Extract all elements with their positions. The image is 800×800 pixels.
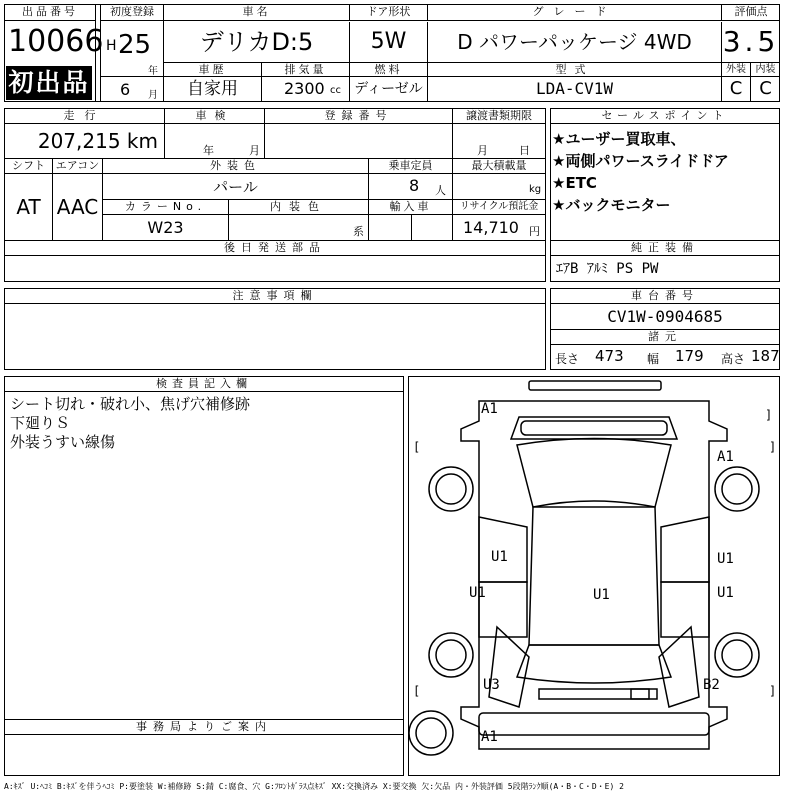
max-load-cell bbox=[453, 174, 545, 200]
ac-label: エアコン bbox=[53, 159, 103, 174]
length-value: 473 bbox=[595, 347, 624, 365]
height-value: 187 bbox=[751, 347, 780, 365]
capacity-value: 8 bbox=[409, 176, 420, 195]
later-parts-label: 後日発送部品 bbox=[5, 241, 545, 256]
transfer-cell bbox=[453, 124, 545, 158]
right-rear-fender-shape bbox=[659, 627, 699, 707]
recycle-unit: 円 bbox=[529, 225, 540, 238]
lot-label: 出品番号 bbox=[4, 5, 96, 21]
svg-text:[: [ bbox=[413, 684, 421, 698]
damage-mark-right-rear: B2 bbox=[703, 677, 720, 693]
transfer-day-unit: 日 bbox=[519, 144, 530, 157]
office-label: 事務局よりご案内 bbox=[5, 719, 403, 735]
era: H bbox=[106, 38, 117, 54]
model-label: 型式 bbox=[428, 63, 722, 77]
notes-label: 注意事項欄 bbox=[5, 289, 545, 304]
right-rear-door-shape bbox=[661, 582, 709, 637]
door-label: ドア形状 bbox=[350, 5, 428, 21]
damage-mark-left-front-door: U1 bbox=[491, 549, 508, 565]
reg-month: 6 bbox=[120, 80, 131, 99]
history-value: 自家用 bbox=[164, 77, 262, 102]
rear-gate-shape bbox=[539, 689, 649, 699]
dims-row bbox=[551, 345, 779, 369]
reg-year: 25 bbox=[118, 30, 152, 60]
right-front-door-shape bbox=[661, 517, 709, 582]
model-value: LDA-CV1W bbox=[428, 77, 722, 102]
transfer-month-unit: 月 bbox=[477, 144, 488, 157]
first-reg-label: 初度登録 bbox=[100, 5, 164, 21]
sales-points-label: セールスポイント bbox=[551, 109, 779, 124]
max-load-unit: kg bbox=[529, 184, 542, 195]
interior-grade: C bbox=[759, 78, 772, 99]
capacity-unit: 人 bbox=[435, 184, 446, 197]
recycle-cell bbox=[453, 215, 545, 240]
damage-mark-front-bumper: A1 bbox=[481, 401, 498, 417]
reg-divider bbox=[100, 76, 164, 77]
width-label: 幅 bbox=[647, 352, 660, 366]
damage-mark-right-front-door: U1 bbox=[717, 551, 734, 567]
inspector-label: 検査員記入欄 bbox=[5, 377, 403, 392]
rear-bumper-shape bbox=[479, 713, 709, 735]
damage-mark-right-rear-door: U1 bbox=[717, 585, 734, 601]
import-cell bbox=[369, 215, 453, 240]
displacement-label: 排気量 bbox=[262, 63, 350, 77]
svg-text:[: [ bbox=[413, 440, 421, 454]
svg-text:]: ] bbox=[765, 408, 773, 422]
interior-color-cell bbox=[229, 215, 369, 240]
body-outline bbox=[461, 401, 727, 749]
car-diagram-box bbox=[408, 376, 780, 776]
month-unit: 月 bbox=[148, 90, 158, 101]
equipment-value: ｴｱB ｱﾙﾐ PS PW bbox=[556, 261, 659, 277]
interior-color-unit: 系 bbox=[353, 225, 364, 238]
displacement-unit: cc bbox=[330, 85, 341, 96]
shift-label: シフト bbox=[5, 159, 53, 174]
damage-mark-left-rear: U3 bbox=[483, 677, 500, 693]
inspector-line: 下廻りＳ bbox=[10, 414, 71, 432]
chassis-number: CV1W-0904685 bbox=[607, 307, 723, 326]
exterior-color-label: 外装色 bbox=[103, 159, 369, 174]
plate-cell bbox=[265, 124, 453, 158]
damage-mark-right-front: A1 bbox=[717, 449, 734, 465]
grade-value: D パワーパッケージ 4WD bbox=[428, 22, 722, 62]
fuel-label: 燃料 bbox=[350, 63, 428, 77]
color-no-label: カラーNo. bbox=[103, 200, 229, 215]
left-rear-fender-shape bbox=[489, 627, 529, 707]
svg-text:]: ] bbox=[769, 440, 777, 454]
inspector-line: シート切れ・破れ小、焦げ穴補修跡 bbox=[10, 395, 251, 413]
interior-label: 内装 bbox=[751, 63, 780, 77]
rear-window-shape bbox=[517, 645, 671, 683]
ac-value: AAC bbox=[53, 174, 103, 240]
height-label: 高さ bbox=[721, 352, 746, 366]
car-diagram bbox=[409, 377, 779, 775]
capacity-cell bbox=[369, 174, 453, 200]
max-load-label: 最大積載量 bbox=[453, 159, 545, 174]
shift-value: AT bbox=[5, 174, 53, 240]
rear-light-shape bbox=[631, 689, 657, 699]
sales-point-item: ★ETC bbox=[552, 174, 597, 192]
mileage-label: 走行 bbox=[5, 109, 165, 124]
sales-point-item: ★バックモニター bbox=[552, 196, 671, 214]
windshield-shape bbox=[517, 439, 671, 508]
capacity-label: 乗車定員 bbox=[369, 159, 453, 174]
legend: A:ｷｽﾞ U:ﾍｺﾐ B:ｷｽﾞを伴うﾍｺﾐ P:要塗装 W:補修跡 S:錆 C:腐食、穴 G:ﾌﾛﾝﾄｶﾞﾗｽ点ｷｽﾞ XX:交換済み X:要交換 欠:欠品 内・外装評価 5段階ﾗﾝｸ順(A・B・C・D・E) 2 bbox=[4, 782, 624, 791]
transfer-label: 譲渡書類期限 bbox=[453, 109, 545, 124]
score-value: 3.5 bbox=[722, 25, 780, 58]
displacement-cell bbox=[262, 77, 350, 102]
left-rear-door-shape bbox=[479, 582, 527, 637]
equipment-label: 純正装備 bbox=[551, 241, 779, 256]
exterior-grade: C bbox=[722, 77, 751, 102]
color-no-value: W23 bbox=[103, 215, 229, 240]
sales-point-item: ★ユーザー買取車、 bbox=[552, 130, 686, 148]
damage-mark-left-rear-door: U1 bbox=[469, 585, 486, 601]
inspection-year-unit: 年 bbox=[203, 144, 214, 157]
car-name: デリカD:5 bbox=[164, 22, 350, 62]
dims-label: 諸元 bbox=[551, 329, 779, 345]
year-unit: 年 bbox=[148, 66, 158, 77]
lot-number: 10066 bbox=[8, 24, 104, 59]
inspection-cell bbox=[165, 124, 265, 158]
plate-label: 登録番号 bbox=[265, 109, 453, 124]
inspector-line: 外装うすい線傷 bbox=[10, 433, 116, 451]
recycle-value: 14,710 bbox=[463, 218, 519, 237]
door-value: 5W bbox=[350, 22, 428, 62]
front-bumper-shape bbox=[529, 381, 661, 390]
chassis-label: 車台番号 bbox=[551, 289, 779, 304]
roof-shape bbox=[529, 507, 659, 645]
fuel-value: ディーゼル bbox=[350, 77, 428, 102]
inspection-label: 車検 bbox=[165, 109, 265, 124]
exterior-color-value: パール bbox=[103, 174, 369, 200]
car-name-label: 車名 bbox=[164, 5, 350, 21]
sales-point-item: ★両側パワースライドドア bbox=[552, 152, 729, 170]
damage-mark-rear-bumper: A1 bbox=[481, 729, 498, 745]
inspection-month-unit: 月 bbox=[249, 144, 260, 157]
exterior-label: 外装 bbox=[722, 63, 751, 77]
interior-color-label: 内装色 bbox=[229, 200, 369, 215]
recycle-label: リサイクル預託金 bbox=[453, 200, 545, 215]
score-label: 評価点 bbox=[722, 5, 780, 21]
length-label: 長さ bbox=[555, 352, 580, 366]
grille-shape bbox=[521, 421, 667, 435]
history-label: 車歴 bbox=[164, 63, 262, 77]
svg-text:]: ] bbox=[769, 684, 777, 698]
displacement-value: 2300 bbox=[284, 79, 325, 98]
damage-mark-roof: U1 bbox=[593, 587, 610, 603]
grade-label: グレード bbox=[428, 5, 722, 21]
mileage-value: 207,215 km bbox=[5, 124, 165, 158]
first-listing-badge: 初出品 bbox=[6, 66, 92, 100]
import-label: 輸入車 bbox=[369, 200, 453, 215]
width-value: 179 bbox=[675, 347, 704, 365]
